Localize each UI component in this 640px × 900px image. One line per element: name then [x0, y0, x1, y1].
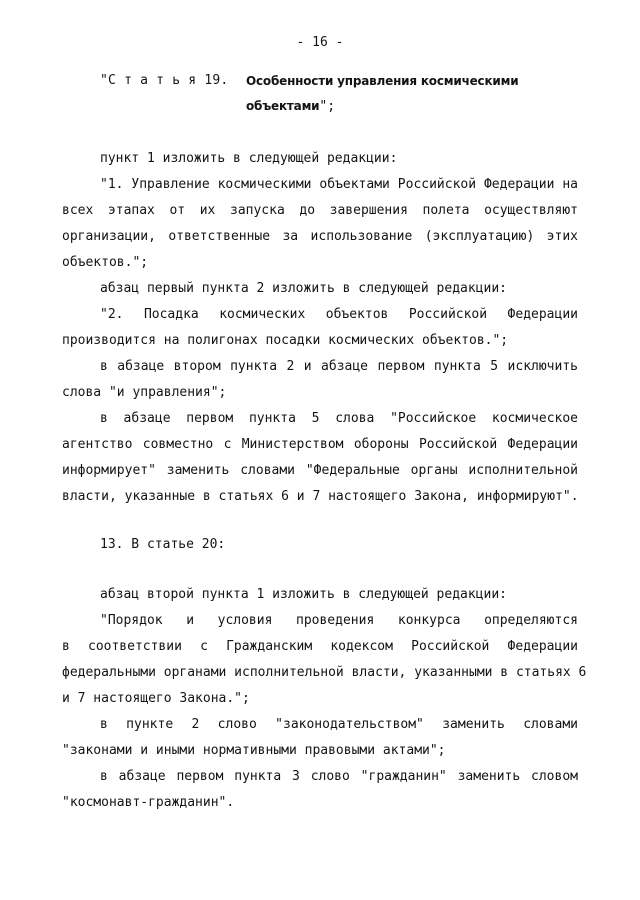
body-line: в пункте 2 слово "законодательством" заменить словами: [100, 717, 578, 732]
body-line: агентство совместно с Министерством обороны Российской Федерации: [62, 437, 578, 452]
body-line: "1. Управление космическими объектами Российской Федерации на: [100, 177, 578, 192]
body-line: и 7 настоящего Закона.";: [62, 691, 250, 706]
body-line: абзац второй пункта 1 изложить в следующей редакции:: [100, 587, 507, 602]
page-number: - 16 -: [296, 35, 344, 50]
body-line: в абзаце первом пункта 5 слова "Российское космическое: [100, 411, 578, 426]
body-line: производится на полигонах посадки космических объектов.";: [62, 333, 509, 348]
body-line: информирует" заменить словами "Федеральные органы исполнительной: [62, 463, 578, 478]
body-line: "космонавт-гражданин".: [62, 795, 235, 810]
body-line: организации, ответственные за использование (эксплуатацию) этих: [62, 229, 578, 244]
article-heading-prefix: "С т а т ь я 19.: [100, 73, 229, 88]
body-line: "законами и иными нормативными правовыми актами";: [62, 743, 446, 758]
body-line: федеральными органами исполнительной власти, указанными в статьях 6: [62, 665, 587, 680]
article-title-suffix: ";: [319, 99, 336, 114]
section-13-heading: 13. В статье 20:: [100, 537, 226, 552]
body-line: "2. Посадка космических объектов Российской Федерации: [100, 307, 578, 322]
body-line: абзац первый пункта 2 изложить в следующей редакции:: [100, 281, 507, 296]
body-line: "Порядок и условия проведения конкурса определяются: [100, 613, 578, 628]
body-line: власти, указанные в статьях 6 и 7 настоящего Закона, информируют".: [62, 489, 579, 504]
article-title-text-1: Особенности управления космическими: [246, 74, 519, 88]
body-line: объектов.";: [62, 255, 149, 270]
body-line: в соответствии с Гражданским кодексом Российской Федерации: [62, 639, 578, 654]
article-heading-title-line1: [246, 70, 518, 93]
body-line: всех этапах от их запуска до завершения полета осуществляют: [62, 203, 578, 218]
body-line: в абзаце втором пункта 2 и абзаце первом пункта 5 исключить: [100, 359, 578, 374]
article-heading-title-line2: [246, 95, 335, 118]
body-line: пункт 1 изложить в следующей редакции:: [100, 151, 398, 166]
body-line: в абзаце первом пункта 3 слово "гражданин" заменить словом: [100, 769, 578, 784]
body-line: слова "и управления";: [62, 385, 227, 400]
article-title-text-2: объектами: [246, 99, 320, 113]
